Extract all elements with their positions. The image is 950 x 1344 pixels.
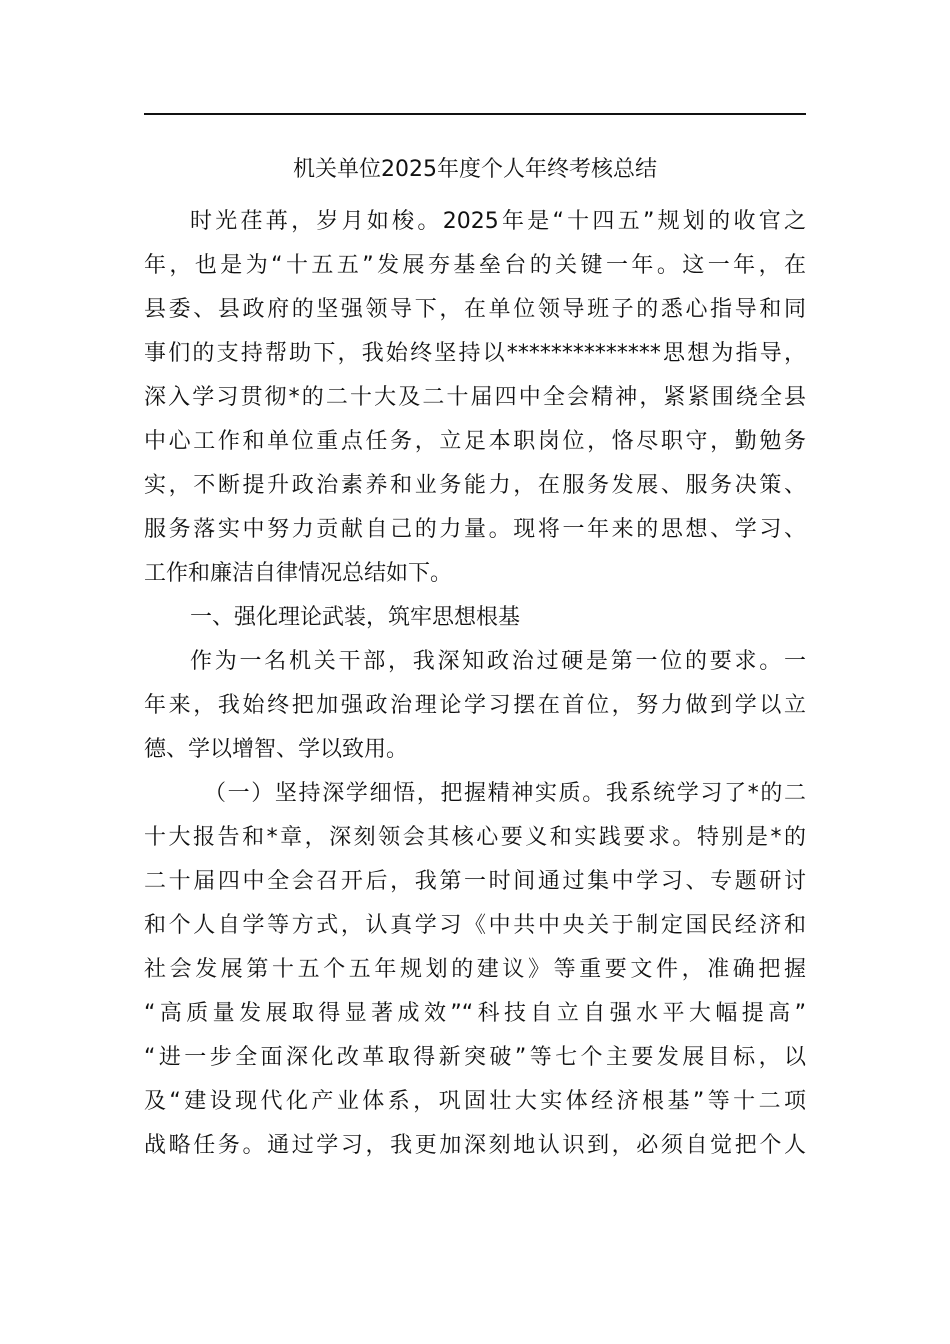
paragraph-line: 年，也是为“十五五”发展夯基垒台的关键一年。这一年，在	[144, 253, 806, 278]
section-heading: 一、强化理论武装，筑牢思想根基	[190, 605, 521, 630]
paragraph-line: 战略任务。通过学习，我更加深刻地认识到，必须自觉把个人	[144, 1133, 806, 1158]
paragraph-line: 时光荏苒，岁月如梭。2025年是“十四五”规划的收官之	[190, 209, 806, 234]
paragraph-line: 及“建设现代化产业体系，巩固壮大实体经济根基”等十二项	[144, 1089, 806, 1114]
paragraph-line: 和个人自学等方式，认真学习《中共中央关于制定国民经济和	[144, 913, 806, 938]
paragraph-line: 县委、县政府的坚强领导下，在单位领导班子的悉心指导和同	[144, 297, 806, 322]
document-title: 机关单位2025年度个人年终考核总结	[293, 157, 657, 182]
paragraph-line: （一）坚持深学细悟，把握精神实质。我系统学习了*的二	[204, 781, 806, 806]
paragraph-line: “高质量发展取得显著成效”“科技自立自强水平大幅提高”	[144, 1001, 806, 1026]
paragraph-line: 二十届四中全会召开后，我第一时间通过集中学习、专题研讨	[144, 869, 806, 894]
paragraph-line: “进一步全面深化改革取得新突破”等七个主要发展目标，以	[144, 1045, 806, 1070]
paragraph-line: 十大报告和*章，深刻领会其核心要义和实践要求。特别是*的	[144, 825, 806, 850]
paragraph-line: 实，不断提升政治素养和业务能力，在服务发展、服务决策、	[144, 473, 806, 498]
paragraph-line: 工作和廉洁自律情况总结如下。	[144, 561, 453, 586]
document-body	[144, 200, 806, 1168]
paragraph-line: 年来，我始终把加强政治理论学习摆在首位，努力做到学以立	[144, 693, 806, 718]
paragraph-line: 深入学习贯彻*的二十大及二十届四中全会精神，紧紧围绕全县	[144, 385, 806, 410]
paragraph-line: 德、学以增智、学以致用。	[144, 737, 409, 762]
paragraph-line: 事们的支持帮助下，我始终坚持以**************思想为指导，	[144, 341, 806, 366]
header-rule	[144, 113, 806, 115]
paragraph-line: 服务落实中努力贡献自己的力量。现将一年来的思想、学习、	[144, 517, 806, 542]
paragraph-line: 社会发展第十五个五年规划的建议》等重要文件，准确把握	[144, 957, 806, 982]
paragraph-line: 中心工作和单位重点任务，立足本职岗位，恪尽职守，勤勉务	[144, 429, 806, 454]
paragraph-line: 作为一名机关干部，我深知政治过硬是第一位的要求。一	[190, 649, 806, 674]
